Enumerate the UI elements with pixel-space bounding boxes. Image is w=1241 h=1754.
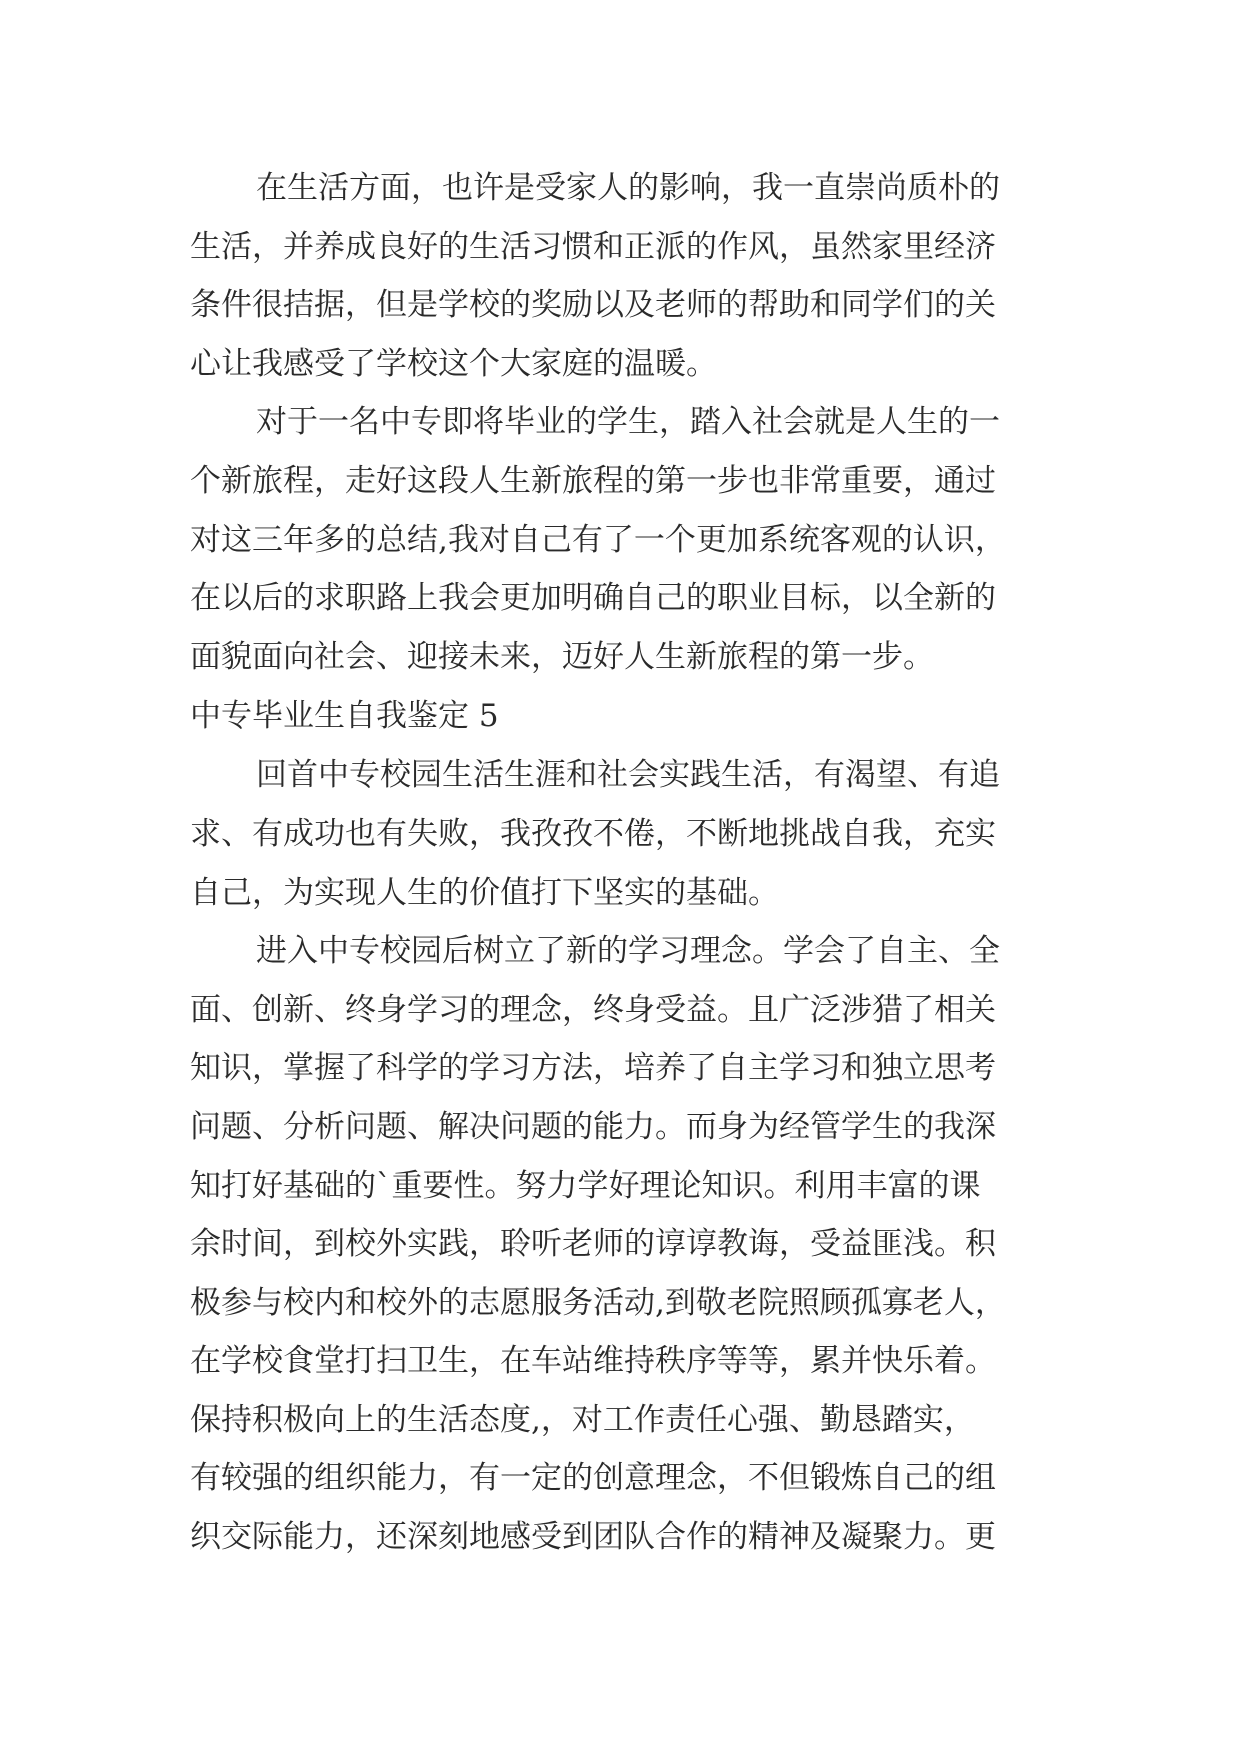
text-line: 心让我感受了学校这个大家庭的温暖。 [190,345,717,382]
paragraph-3 [190,746,1070,922]
text-line: 自己，为实现人生的价值打下坚实的基础。 [190,874,779,911]
document-body [190,159,1070,1567]
text-line: 保持积极向上的生活态度,，对工作责任心强、勤恳踏实， [190,1401,975,1438]
text-line: 生活，并养成良好的生活习惯和正派的作风，虽然家里经济 [190,228,996,265]
text-line: 面貌面向社会、迎接未来，迈好人生新旅程的第一步。 [190,638,934,675]
section-title: 中专毕业生自我鉴定 5 [190,698,499,735]
text-line: 知打好基础的`重要性。努力学好理论知识。利用丰富的课 [190,1167,981,1204]
text-line: 余时间，到校外实践，聆听老师的谆谆教诲，受益匪浅。积 [190,1226,996,1263]
paragraph-1 [190,159,1070,393]
text-line: 在生活方面，也许是受家人的影响，我一直崇尚质朴的 [256,170,1000,206]
text-line: 对于一名中专即将毕业的学生，踏入社会就是人生的一 [256,404,1000,441]
text-line: 个新旅程，走好这段人生新旅程的第一步也非常重要，通过 [190,462,996,499]
text-line: 求、有成功也有失败，我孜孜不倦，不断地挑战自我，充实 [190,815,996,852]
text-line: 织交际能力，还深刻地感受到团队合作的精神及凝聚力。更 [190,1519,996,1556]
text-line: 进入中专校园后树立了新的学习理念。学会了自主、全 [256,933,1000,970]
text-line: 条件很拮据，但是学校的奖励以及老师的帮助和同学们的关 [190,287,996,324]
text-line: 有较强的组织能力，有一定的创意理念，不但锻炼自己的组 [190,1460,996,1497]
text-line: 对这三年多的总结,我对自己有了一个更加系统客观的认识， [190,521,1006,558]
text-line: 面、创新、终身学习的理念，终身受益。且广泛涉猎了相关 [190,991,996,1028]
text-line: 极参与校内和校外的志愿服务活动,到敬老院照顾孤寡老人， [190,1284,1006,1321]
text-line: 在以后的求职路上我会更加明确自己的职业目标，以全新的 [190,580,996,617]
text-line: 知识，掌握了科学的学习方法，培养了自主学习和独立思考 [190,1050,996,1087]
text-line: 问题、分析问题、解决问题的能力。而身为经管学生的我深 [190,1108,996,1145]
paragraph-2 [190,393,1070,686]
text-line: 回首中专校园生活生涯和社会实践生活，有渴望、有追 [256,757,1000,794]
text-line: 在学校食堂打扫卫生，在车站维持秩序等等，累并快乐着。 [190,1343,996,1380]
paragraph-4 [190,922,1070,1567]
